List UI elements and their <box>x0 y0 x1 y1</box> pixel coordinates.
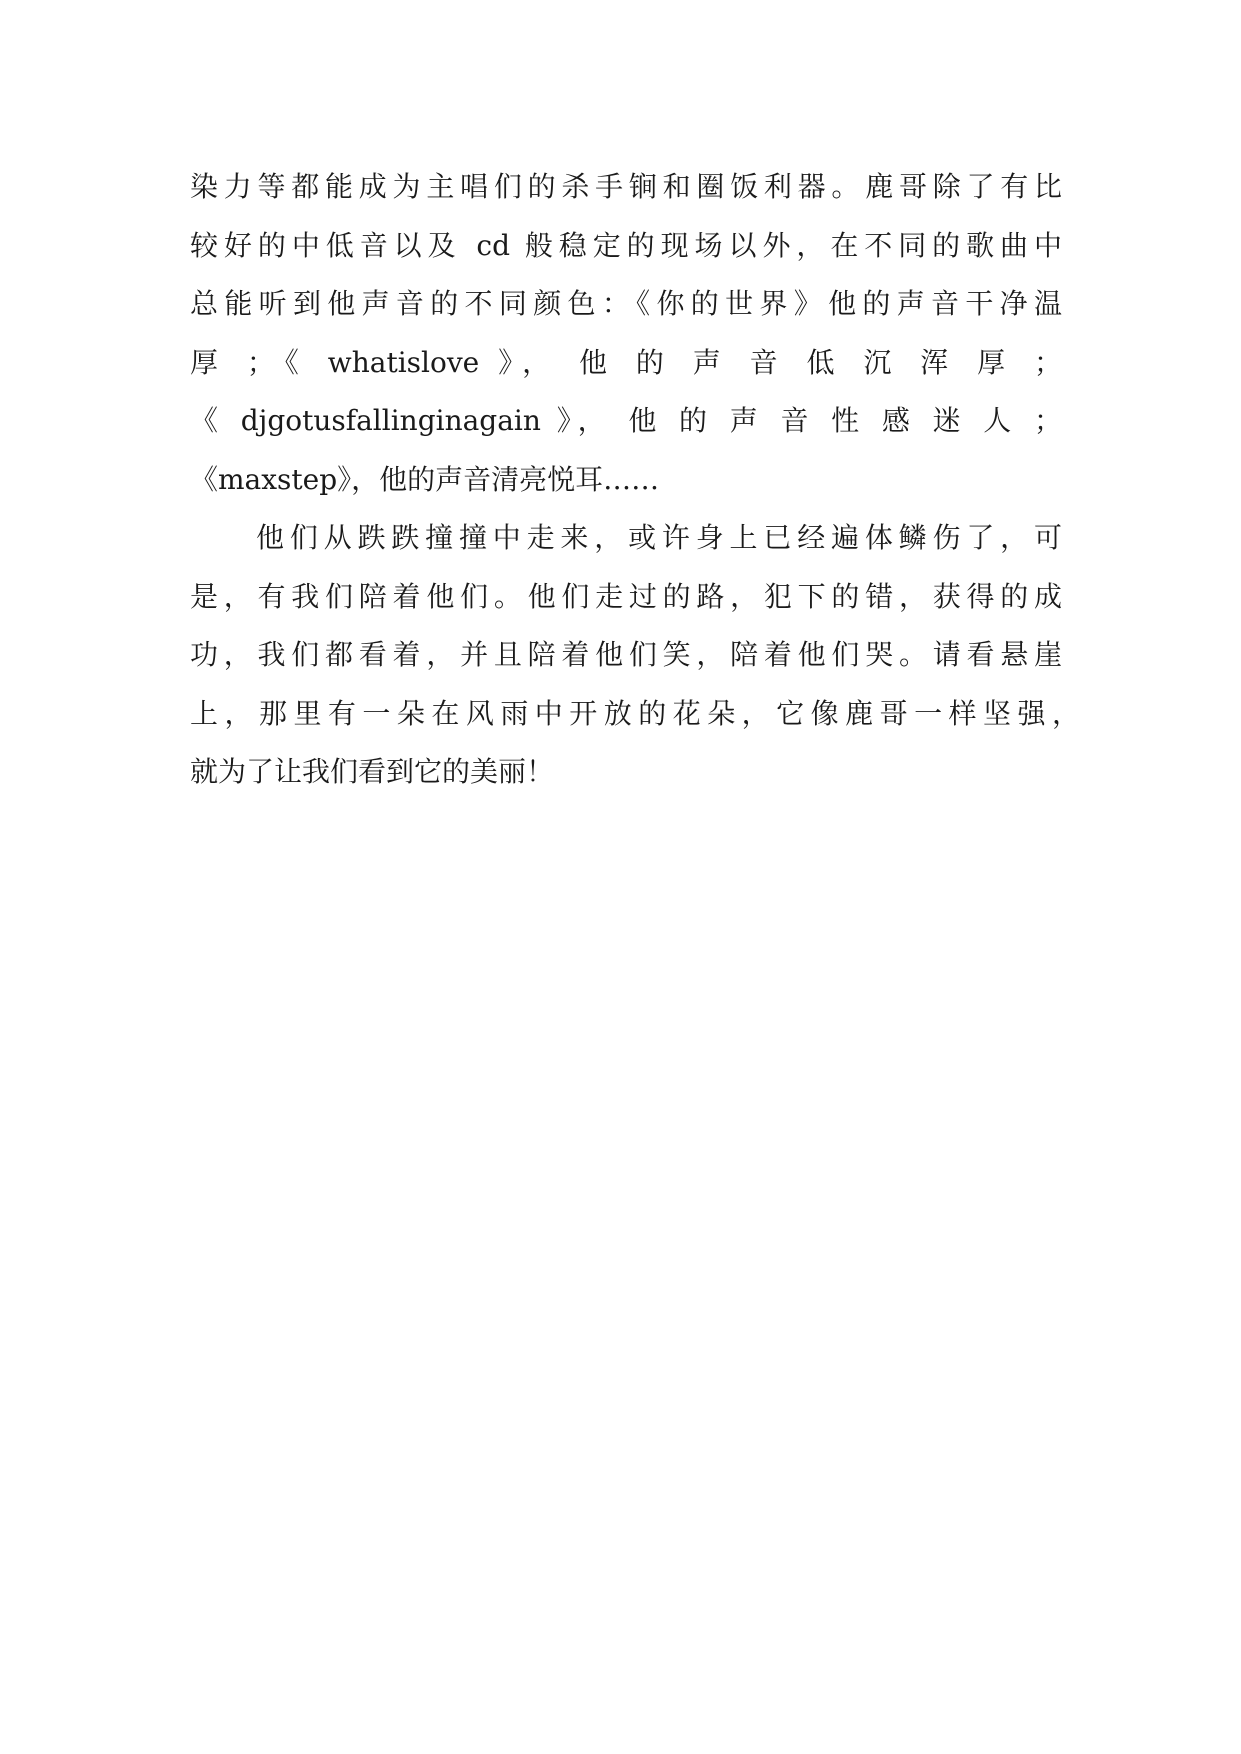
text-line: 较好的中低音以及 cd 般稳定的现场以外，在不同的歌曲中 <box>190 228 1062 262</box>
text-line: 《maxstep》，他的声音清亮悦耳…… <box>190 462 660 496</box>
document-body <box>190 158 1080 802</box>
text-line: 功，我们都看着，并且陪着他们笑，陪着他们哭。请看悬崖 <box>190 638 1062 671</box>
paragraph-2 <box>190 509 1080 802</box>
text-line: 是，有我们陪着他们。他们走过的路，犯下的错，获得的成 <box>190 579 1062 613</box>
text-line: 上，那里有一朵在风雨中开放的花朵，它像鹿哥一样坚强， <box>190 696 1080 730</box>
text-line: 《 djgotusfallinginagain 》， 他 的 声 音 性 感 迷 人 ； <box>190 404 1062 437</box>
text-line: 厚 ；《 whatislove 》， 他 的 声 音 低 沉 浑 厚 ； <box>190 345 1062 379</box>
paragraph-1 <box>190 158 1062 509</box>
text-line: 就为了让我们看到它的美丽！ <box>190 755 555 788</box>
text-line: 他们从跌跌撞撞中走来，或许身上已经遍体鳞伤了，可 <box>256 521 1062 554</box>
text-line: 染力等都能成为主唱们的杀手锏和圈饭利器。鹿哥除了有比 <box>190 170 1062 203</box>
text-line: 总能听到他声音的不同颜色：《你的世界》他的声音干净温 <box>190 287 1062 320</box>
